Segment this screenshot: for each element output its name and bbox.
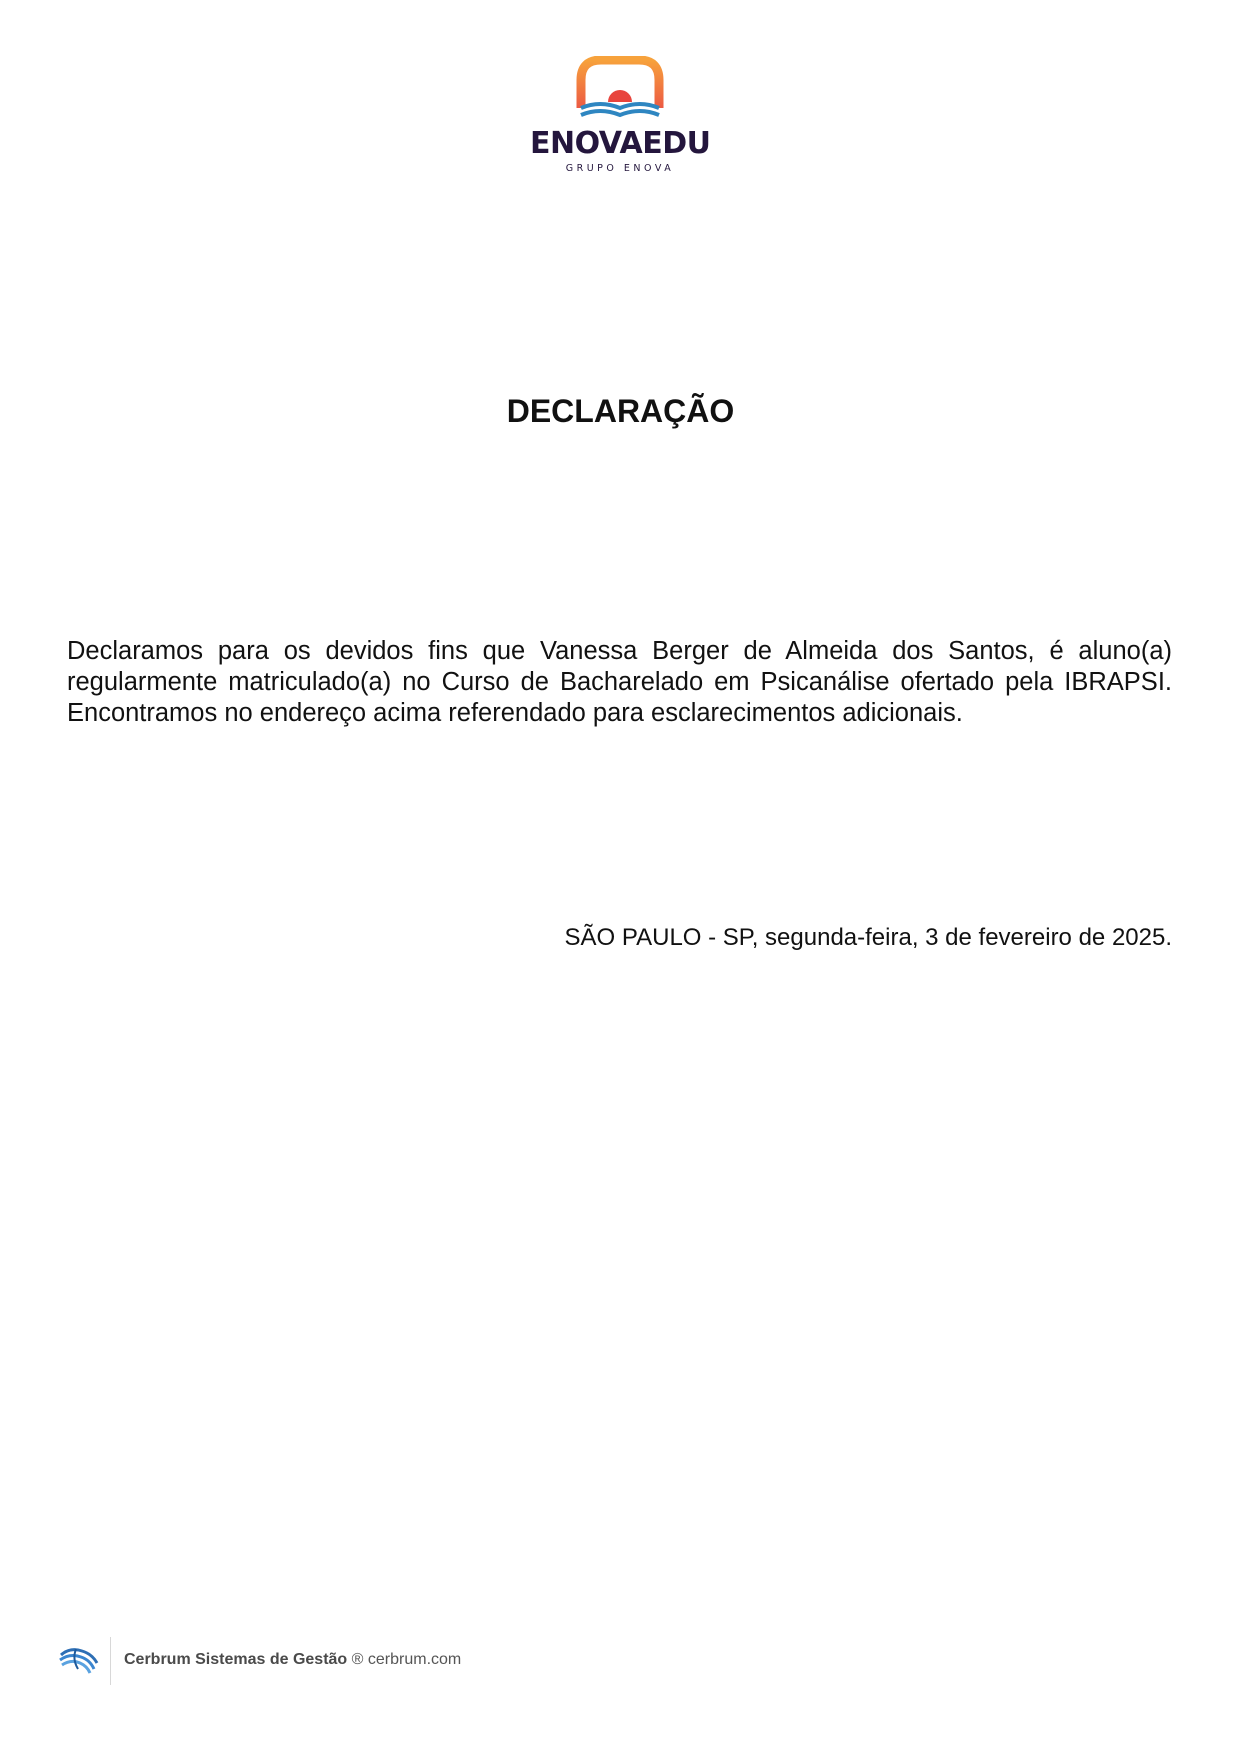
place-and-date: SÃO PAULO - SP, segunda-feira, 3 de fevereiro de 2025. <box>564 924 1172 951</box>
declaration-body: Declaramos para os devidos fins que Vanessa Berger de Almeida dos Santos, é aluno(a) regularmente matriculado(a) no Curso de Bacharelado em Psicanálise ofertado pela IBRAPSI. Encontramos no endereço acima referendado para esclarecimentos adicionais. <box>67 637 1172 727</box>
footer <box>58 1637 658 1685</box>
registered-mark: ® <box>351 1651 364 1668</box>
enovaedu-logo <box>530 52 710 182</box>
footer-brand: Cerbrum Sistemas de Gestão <box>124 1651 348 1668</box>
footer-website[interactable]: cerbrum.com <box>367 1651 462 1668</box>
footer-divider <box>110 1637 111 1685</box>
logo-subtitle: GRUPO ENOVA <box>565 163 675 174</box>
cerbrum-logo-icon <box>58 1645 100 1675</box>
logo-wordmark: ENOVAEDU <box>530 126 711 161</box>
enovaedu-emblem-icon <box>575 56 665 122</box>
document-title: DECLARAÇÃO <box>506 393 735 429</box>
footer-credit <box>124 1651 461 1669</box>
